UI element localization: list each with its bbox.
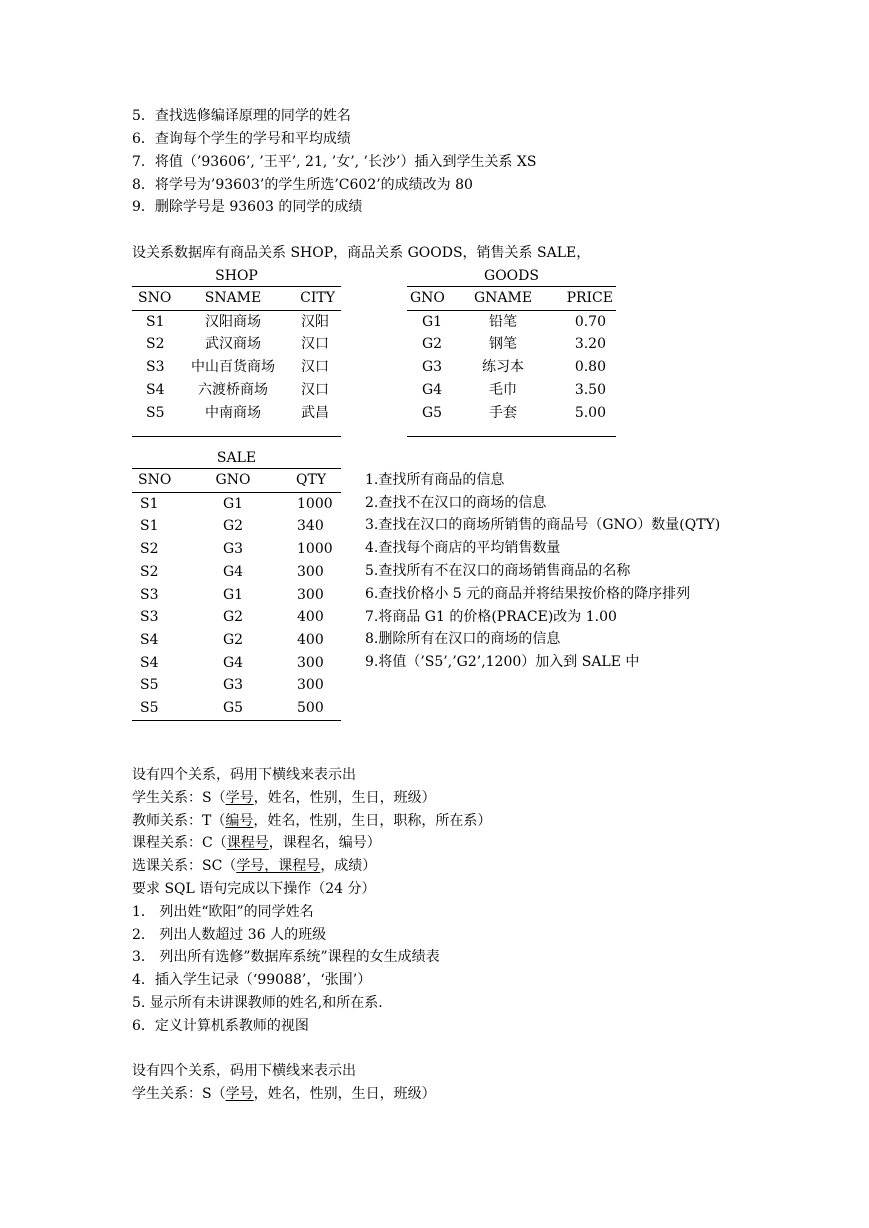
goods-cell: 练习本	[482, 359, 524, 376]
sale-cell: G2	[222, 609, 244, 626]
relation-sc	[132, 858, 376, 874]
sql-item-5: 5. 显示所有未讲课教师的姓名,和所在系.	[132, 995, 383, 1011]
relation-attrs: ，成绩）	[320, 858, 377, 874]
shop-table	[132, 286, 341, 437]
sale-header-row	[132, 469, 341, 493]
table-row	[132, 674, 341, 697]
sale-header-qty: QTY	[274, 469, 341, 493]
table-row	[132, 492, 341, 515]
table-row	[132, 379, 341, 402]
relation-student	[132, 790, 436, 806]
sale-cell: G5	[192, 697, 274, 720]
shop-cell: S1	[146, 313, 165, 330]
sale-cell: 300	[297, 586, 324, 603]
question-9: 9.将值（’S5’,’G2’,1200）加入到 SALE 中	[365, 654, 640, 670]
sale-cell: S1	[140, 495, 159, 512]
table-row	[407, 310, 616, 333]
sql-item-4: 4．插入学生记录（‘99088’，‘张围’）	[132, 972, 372, 988]
goods-bottom-rule	[407, 424, 616, 437]
relation-student-repeat	[132, 1086, 436, 1102]
relation-key: 编号	[225, 813, 254, 829]
shop-header-sname: SNAME	[176, 287, 290, 311]
question-1: 1.查找所有商品的信息	[365, 472, 505, 488]
sql-item-2: 2． 列出人数超过 36 人的班级	[132, 927, 327, 943]
shop-cell: 汉阳商场	[205, 313, 261, 330]
sale-header-gno: GNO	[192, 469, 274, 493]
goods-header-gno: GNO	[407, 287, 455, 311]
question-7: 7.将商品 G1 的价格(PRACE)改为 1.00	[365, 609, 617, 625]
table-row	[407, 356, 616, 379]
shop-cell: S5	[146, 404, 165, 421]
relation-course	[132, 835, 381, 851]
sql-item-6: 6．定义计算机系教师的视图	[132, 1018, 309, 1034]
shop-header-sno: SNO	[132, 287, 176, 311]
sale-cell: S5	[140, 677, 159, 694]
sale-cell: S4	[140, 654, 159, 671]
shop-cell: S4	[146, 381, 165, 398]
relation-key: 学号，课程号	[236, 858, 321, 874]
goods-table	[407, 286, 616, 437]
shop-caption: SHOP	[215, 268, 258, 284]
relation-prefix: 课程关系：C（	[132, 835, 227, 851]
table-row	[132, 356, 341, 379]
goods-header-row	[407, 287, 616, 311]
sale-cell: S2	[140, 541, 159, 558]
goods-cell: G1	[422, 313, 443, 330]
goods-cell: 5.00	[574, 404, 606, 421]
question-2: 2.查找不在汉口的商场的信息	[365, 495, 547, 511]
shop-goods-sale-intro: 设关系数据库有商品关系 SHOP，商品关系 GOODS，销售关系 SALE，	[132, 245, 591, 261]
item-5: 5．查找选修编译原理的同学的姓名	[132, 108, 351, 124]
relation-attrs: ，姓名，性别，生日，职称，所在系）	[253, 813, 492, 829]
sale-cell: 500	[274, 697, 341, 720]
relation-prefix: 教师关系：T（	[132, 813, 226, 829]
sale-cell: G2	[222, 631, 244, 648]
shop-cell: S2	[146, 336, 165, 353]
shop-cell: 中山百货商场	[191, 359, 275, 376]
table-row	[132, 584, 341, 607]
sale-cell: G3	[222, 541, 244, 558]
sale-cell: G4	[222, 563, 244, 580]
question-6: 6.查找价格小 5 元的商品并将结果按价格的降序排列	[365, 586, 691, 602]
sale-cell: S3	[140, 609, 159, 626]
goods-cell: 3.50	[574, 381, 606, 398]
goods-cell: 手套	[489, 404, 517, 421]
shop-cell: 六渡桥商场	[198, 381, 268, 398]
relation-prefix: 选课关系：SC（	[132, 858, 237, 874]
goods-header-gname: GNAME	[455, 287, 551, 311]
relation-attrs: ，姓名，性别，生日，班级）	[253, 790, 436, 806]
sale-cell: 1000	[297, 541, 333, 558]
sale-table	[132, 468, 341, 721]
item-9: 9．删除学号是 93603 的同学的成绩	[132, 199, 363, 215]
table-row	[132, 629, 341, 652]
goods-cell: G3	[422, 359, 443, 376]
sale-cell: 300	[297, 677, 324, 694]
table-row	[407, 402, 616, 425]
goods-caption: GOODS	[484, 268, 539, 284]
question-4: 4.查找每个商店的平均销售数量	[365, 540, 561, 556]
table-row	[132, 538, 341, 561]
sql-item-3: 3． 列出所有选修”数据库系统”课程的女生成绩表	[132, 949, 440, 965]
item-8: 8．将学号为’93603’的学生所选’C602’的成绩改为 80	[132, 177, 473, 193]
goods-cell: G5	[422, 404, 443, 421]
sale-caption: SALE	[216, 450, 257, 466]
item-7: 7．将值（’93606’, ’王平’, 21, ’女’, ’长沙’）插入到学生关系 XS	[132, 154, 537, 170]
shop-cell: 武昌	[301, 404, 329, 421]
table-row	[407, 333, 616, 356]
shop-header-row	[132, 287, 341, 311]
sale-header-sno: SNO	[132, 469, 192, 493]
shop-cell: 武汉商场	[205, 336, 261, 353]
table-row	[132, 561, 341, 584]
sale-cell: 300	[297, 654, 324, 671]
sale-cell: G3	[222, 677, 244, 694]
goods-cell: 0.70	[574, 313, 606, 330]
question-3: 3.查找在汉口的商场所销售的商品号（GNO）数量(QTY)	[365, 517, 721, 533]
shop-cell: 中南商场	[205, 404, 261, 421]
sale-cell: S3	[140, 586, 159, 603]
goods-header-price: PRICE	[551, 287, 616, 311]
sale-cell: 1000	[297, 495, 333, 512]
goods-cell: 钢笔	[489, 336, 517, 353]
question-8: 8.删除所有在汉口的商场的信息	[365, 631, 561, 647]
sale-cell: 300	[297, 563, 324, 580]
sale-cell: G1	[222, 586, 244, 603]
shop-cell: 汉口	[301, 359, 329, 376]
goods-cell: 3.20	[574, 336, 606, 353]
shop-cell: 汉阳	[301, 313, 329, 330]
goods-cell: 0.80	[574, 359, 606, 376]
shop-cell: 汉口	[301, 381, 329, 398]
relation-attrs: ，姓名，性别，生日，班级）	[253, 1086, 436, 1102]
goods-cell: G4	[422, 381, 443, 398]
relation-teacher	[132, 813, 491, 829]
goods-cell: 毛巾	[489, 381, 517, 398]
table-row	[132, 402, 341, 425]
shop-bottom-rule	[132, 424, 341, 437]
sale-cell: S5	[132, 697, 192, 720]
sql-requirement: 要求 SQL 语句完成以下操作（24 分）	[132, 881, 376, 897]
relations-intro-repeat: 设有四个关系，码用下横线来表示出	[132, 1063, 356, 1079]
table-row	[407, 379, 616, 402]
shop-header-city: CITY	[290, 287, 341, 311]
sale-cell: G4	[222, 654, 244, 671]
relations-intro: 设有四个关系，码用下横线来表示出	[132, 767, 356, 783]
sale-cell: S4	[140, 631, 159, 648]
relation-prefix: 学生关系：S（	[132, 1086, 226, 1102]
sale-cell: S2	[140, 563, 159, 580]
sale-cell: 400	[297, 631, 324, 648]
question-5: 5.查找所有不在汉口的商场销售商品的名称	[365, 563, 631, 579]
sale-cell: 400	[297, 609, 324, 626]
relation-key: 课程号	[226, 835, 269, 851]
table-row	[132, 697, 341, 720]
relation-key: 学号	[225, 790, 254, 806]
table-row	[132, 652, 341, 675]
table-row	[132, 310, 341, 333]
relation-prefix: 学生关系：S（	[132, 790, 226, 806]
sale-cell: G2	[222, 518, 244, 535]
table-row	[132, 515, 341, 538]
table-row	[132, 333, 341, 356]
goods-cell: G2	[422, 336, 443, 353]
goods-cell: 铅笔	[489, 313, 517, 330]
relation-key: 学号	[225, 1086, 254, 1102]
item-6: 6．查询每个学生的学号和平均成绩	[132, 131, 351, 147]
sql-item-1: 1． 列出姓“欧阳”的同学姓名	[132, 904, 314, 920]
shop-cell: 汉口	[301, 336, 329, 353]
shop-cell: S3	[146, 359, 165, 376]
sale-cell: S1	[140, 518, 159, 535]
sale-cell: G1	[222, 495, 244, 512]
sale-cell: 340	[297, 518, 324, 535]
table-row	[132, 606, 341, 629]
relation-attrs: ，课程名，编号）	[268, 835, 381, 851]
